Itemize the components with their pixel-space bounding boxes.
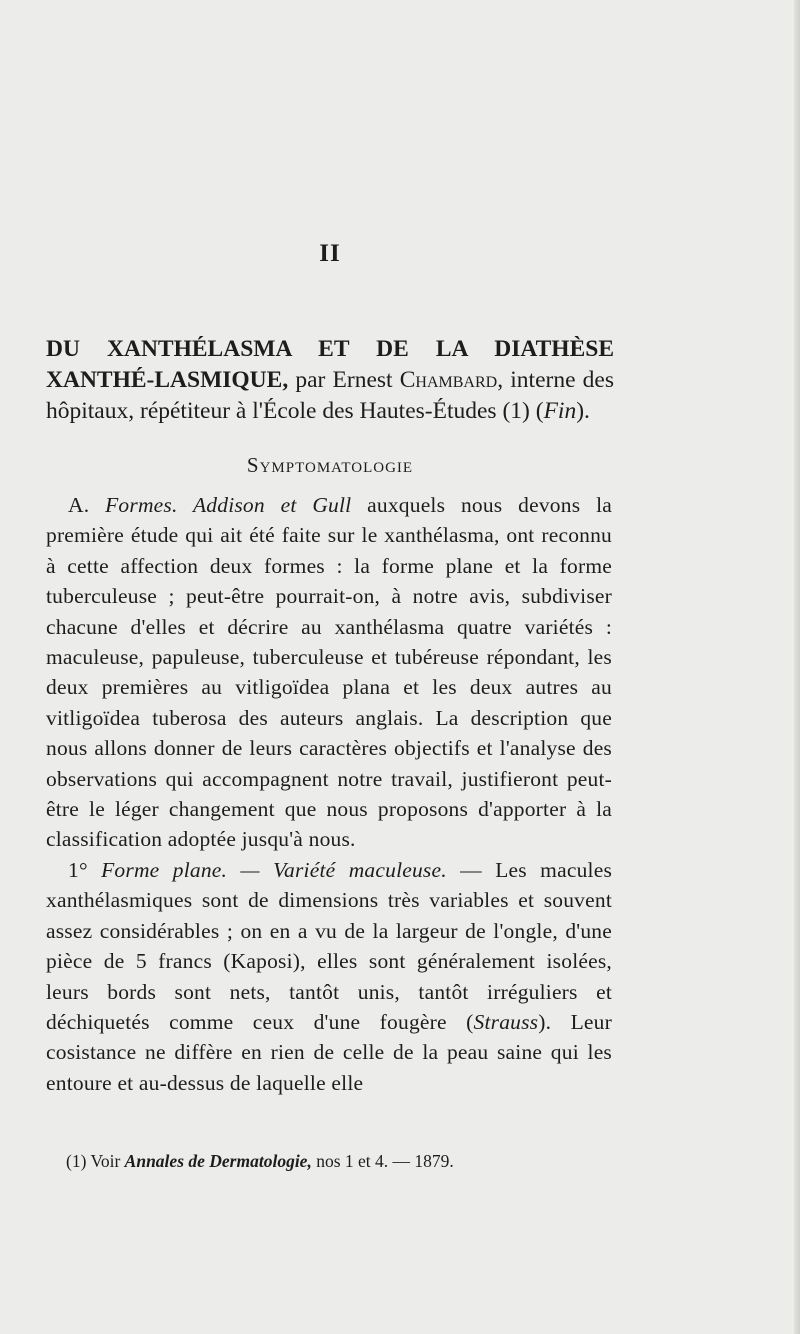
paragraph-label: 1° <box>68 857 102 882</box>
forme-plane-strauss: Strauss <box>473 1009 539 1034</box>
title-caps: DU XANTHÉLASMA ET DE LA DIATHÈSE XANTHÉ-LASMIQUE, <box>46 336 614 393</box>
paragraph-forme-plane <box>46 855 612 1098</box>
paragraph-label: A. <box>68 493 106 517</box>
section-numeral: II <box>319 240 341 267</box>
title-fin: Fin <box>543 398 577 424</box>
forme-plane-text-a: — Les macules xanthélasmiques sont de dimensions très variables et souvent assez considérables ; on en a vu de la largeur de l'ongle, d'une pièce de 5 francs (Kaposi), elles sont généralement isolées, leurs bords sont nets, tantôt unis, tantôt irréguliers et déchiquetés comme ceux d'une fougère ( <box>46 857 613 1034</box>
title-affiliation: , interne des hôpitaux, répétiteur à l'École des Hautes-Études (1) ( <box>46 367 614 424</box>
footnote-suffix: nos 1 et 4. — 1879. <box>311 1151 454 1171</box>
body-text <box>46 490 612 1098</box>
footnote-prefix: (1) Voir <box>66 1151 125 1171</box>
formes-heading: Formes. <box>105 493 178 517</box>
forme-plane-heading: Forme plane. — Variété maculeuse. <box>101 857 447 882</box>
title-by: par Ernest <box>288 367 400 393</box>
footnote <box>66 1150 586 1172</box>
page-edge <box>794 0 800 1334</box>
title-end: ). <box>576 398 590 424</box>
formes-authors: Addison et Gull <box>177 493 352 517</box>
title-author: Chambard <box>399 367 498 393</box>
formes-text: auxquels nous devons la première étude qui ait été faite sur le xanthélasma, ont reconnu à cette affection deux formes : la forme plane et la forme tuberculeuse ; peut-être pourrait-on, à notre avis, subdiviser chacune d'elles et décrire au xanthélasma quatre variétés : maculeuse, papuleuse, tuberculeuse et tubéreuse répondant, les deux premières au vitligoïdea plana et les deux autres au vitligoïdea tuberosa des auteurs anglais. La description que nous allons donner de leurs caractères objectifs et l'analyse des observations qui accompagnent notre travail, justifieront peut-être le léger changement que nous proposons d'apporter à la classification adoptée jusqu'à nous. <box>46 493 612 852</box>
subheading: Symptomatologie <box>246 453 414 477</box>
forme-plane-text-b: ). Leur cosistance ne diffère en rien de celle de la peau saine qui les entoure et au-dessus de laquelle elle <box>46 1009 612 1095</box>
paragraph-formes <box>46 490 612 855</box>
article-title <box>46 334 614 427</box>
footnote-journal: Annales de Dermatologie, <box>124 1151 312 1171</box>
